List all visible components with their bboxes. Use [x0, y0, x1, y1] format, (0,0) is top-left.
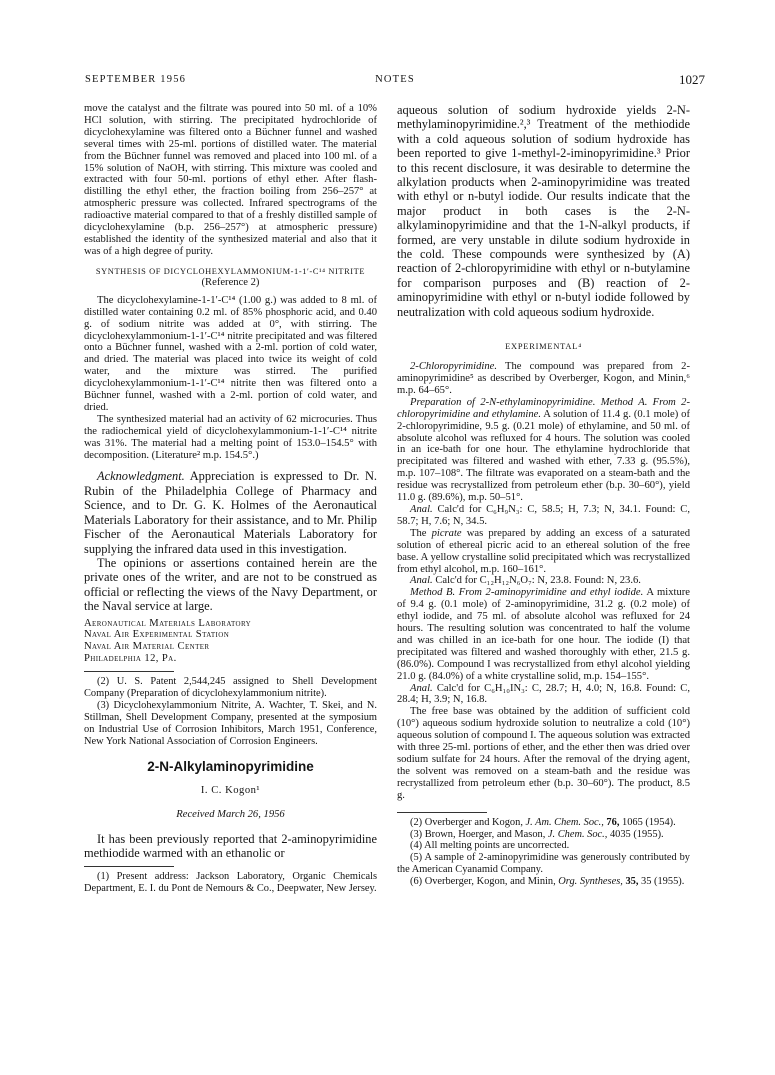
- journal-name: Org. Syntheses,: [558, 876, 623, 888]
- address-line: Naval Air Experimental Station: [84, 629, 230, 641]
- footnote-text: 1065 (1954).: [619, 816, 676, 828]
- footnote-text: (6) Overberger, Kogon, and Minin,: [410, 876, 559, 888]
- received-date: Received March 26, 1956: [176, 808, 285, 820]
- left-column: [84, 103, 377, 1033]
- analysis-text: Calc'd for C₁₂H₁₂N₆O₇: N, 23.8. Found: N, 23.6.: [432, 575, 641, 587]
- acknowledgment-label: Acknowledgment.: [97, 469, 185, 484]
- method-b-paragraph: [397, 587, 690, 682]
- picrate-text: was prepared by adding an excess of a saturated solution of ethereal picric acid to an ethereal solution of the free base. A yellow crystalline solid precipitated which was recrystallized from ethyl alcohol, m.p. 160–161°.: [397, 527, 690, 575]
- analysis-label: Anal.: [410, 503, 433, 515]
- analysis-1: [397, 504, 690, 528]
- footnote-6: [397, 876, 690, 888]
- method-a-paragraph: [397, 397, 690, 504]
- acknowledgment-text: Appreciation is expressed to Dr. N. Rubin of the Philadelphia College of Pharmacy and Science, and to Dr. G. K. Holmes of the Aeronautical Materials Laboratory for their assistance, and to Mr. Philip Fischer of the Aeronautical Materials Laboratory for supplying the infrared data used in this investigation.: [84, 469, 377, 556]
- footnote-divider: [84, 671, 174, 672]
- free-base-paragraph: The free base was obtained by the addition of sufficient cold (10°) aqueous sodium hydroxide solution to neutralize a cold (10°) aqueous solution of compound I. The aqueous solution was extracted with three 25-ml. portions of ether, and the ether then was dried over sodium sulfate for 24 hours. After the removal of the drying agent, the solvent was removed on a steam-bath and the residue was recrystallized from petroleum ether (b.p. 30–60°). The product, 8.5 g.: [397, 706, 690, 801]
- analysis-text: Calc'd for C₆H₉N₃: C, 58.5; H, 7.3; N, 34.1. Found: C, 58.7; H, 7.6; N, 34.5.: [397, 503, 690, 527]
- analysis-text: Calc'd for C₆H₁₀IN₃: C, 28.7; H, 4.0; N, 16.8. Found: C, 28.4; H, 3.9; N, 16.8.: [397, 682, 690, 706]
- footnote-4: (4) All melting points are uncorrected.: [410, 840, 570, 852]
- article-author: I. C. Kogon¹: [200, 784, 261, 796]
- acknowledgment-paragraph: [84, 469, 377, 555]
- synthesis-paragraph: The dicyclohexylamine-1-1′-C¹⁴ (1.00 g.) was added to 8 ml. of distilled water containing 0.2 ml. of 85% phosphoric acid, and 0.40 g. of sodium nitrite was added at 0°, with stirring. The dicyclohexylammonium-1-1′-C¹⁴ nitrite precipitated and was filtered onto a Büchner funnel, washed with a 2-ml. portion of cold water, and dried. The material was placed into twice its weight of cold water, and the mixture was stirred. The purified dicyclohexylammonium-1-1′-C¹⁴ nitrite then was filtered onto a Büchner funnel, washed with a 2-ml. portion of cold water, and dried.: [84, 294, 377, 413]
- intro-paragraph: It has been previously reported that 2-aminopyrimidine methiodide warmed with an ethanolic or: [84, 831, 377, 860]
- address-line: Aeronautical Materials Laboratory: [84, 617, 252, 629]
- journal-volume: 76,: [603, 816, 620, 828]
- chloropyrimidine-label: 2-Chloropyrimidine.: [410, 361, 497, 373]
- footnote-5: (5) A sample of 2-aminopyrimidine was generously contributed by the American Cyanamid Company.: [397, 852, 690, 876]
- address-line: Philadelphia 12, Pa.: [84, 653, 177, 665]
- footnote-divider: [397, 812, 487, 813]
- method-a-label: Preparation of 2-N-ethylaminopyrimidine. Method A. From 2-chloropyrimidine and ethylamine.: [397, 396, 690, 420]
- picrate-paragraph: [397, 528, 690, 576]
- footnote-text: (2) Overberger and Kogon,: [410, 816, 526, 828]
- journal-volume: 35,: [622, 876, 639, 888]
- analysis-3: [397, 683, 690, 707]
- picrate-label: picrate: [431, 527, 462, 539]
- header-date: SEPTEMBER 1956: [85, 74, 187, 85]
- affiliation-address: [84, 618, 377, 666]
- page-number: 1027: [679, 72, 705, 87]
- chloropyrimidine-text: The compound was prepared from 2-aminopyrimidine⁵ as described by Overberger, Kogon, and Minin,⁶ m.p. 64–65°.: [397, 361, 690, 396]
- footnotes-right: [397, 817, 690, 888]
- synthesis-reference: (Reference 2): [201, 276, 260, 288]
- footnote-3: (3) Dicyclohexylammonium Nitrite, A. Wachter, T. Skei, and N. Stillman, Shell Development Company, presented at the symposium on Industrial Use of Corrosion Inhibitors, March 1951, Conference, New York National Association of Corrosion Engineers.: [84, 699, 377, 747]
- intro-continued: aqueous solution of sodium hydroxide yields 2-N-methylaminopyrimidine.²,³ Treatment of the methiodide with a cold aqueous solution of sodium hydroxide has been reported to give 1-methyl-2-iminopyrimidine.³ Prior to this recent disclosure, it was desirable to determine the alkylation products when 2-aminopyrimidine was treated with ethyl or n-butyl iodide. Our results indicate that the major product in both cases is the 2-N-alkylaminopyrimidine and that the 1-N-alkyl products, if formed, are very unstable in dilute sodium hydroxide in the cold. These compounds were synthesized by (A) reaction of 2-chloropyrimidine with ethyl or n-butylamine for comparison purposes and (B) reaction of 2-aminopyrimidine with ethyl or n-butyl iodide followed by neutralization with cold aqueous sodium hydroxide.: [397, 103, 690, 319]
- article-title: 2-N-Alkylaminopyrimidine: [147, 758, 314, 774]
- footnote-text: 35 (1955).: [638, 876, 685, 888]
- method-b-text: A mixture of 9.4 g. (0.1 mole) of 2-aminopyrimidine, 31.2 g. (0.2 mole) of ethyl iodide, and 75 ml. of absolute alcohol was refluxed for 24 hours. The resulting solution was concentrated to half the volume and was chilled in an ice-bath for one hour. The iodide (I) that precipitated was filtered and washed thoroughly with ether, 21.5 g. (86.0%). Compound I was recrystallized from ethyl alcohol yielding 21.0 g. (84.0%) of a white crystalline solid, m.p. 154–155°.: [397, 587, 690, 682]
- footnote-1: (1) Present address: Jackson Laboratory, Organic Chemicals Department, E. I. du Pont de Nemours & Co., Deepwater, New Jersey.: [84, 871, 377, 895]
- picrate-pre: The: [410, 527, 432, 539]
- footnote-divider: [84, 866, 174, 867]
- running-header: [85, 74, 705, 88]
- address-line: Naval Air Material Center: [84, 641, 210, 653]
- footnote-3-right: [397, 829, 690, 841]
- continued-paragraph: move the catalyst and the filtrate was poured into 50 ml. of a 10% HCl solution, with stirring. The precipitated hydrochloride of dicyclohexylamine was filtered onto a Büchner funnel and washed several times with 25-ml. portions of distilled water. The material from the Büchner funnel was removed and placed into 100 ml. of a 15% solution of NaOH, with stirring. This mixture was cooled and extracted with four 50-ml. portions of ethyl ether. After flash-distilling the ethyl ether, the fraction boiling from 256–257° at atmospheric pressure was collected. Infrared spectrograms of the radioactive material compared to that of a freshly distilled sample of dicyclohexylamine (b.p. 256–257°) at atmospheric pressure) established the identity of the synthesized material and also that it was of a high degree of purity.: [84, 103, 377, 257]
- activity-paragraph: The synthesized material had an activity of 62 microcuries. Thus the radiochemical yield of dicyclohexylammonium-1-1′-C¹⁴ nitrite was 31%. The material had a melting point of 153.0–154.5° with decomposition. (Literature² m.p. 154.5°.): [84, 413, 377, 461]
- footnote-2-right: [397, 817, 690, 829]
- journal-name: J. Am. Chem. Soc.,: [525, 816, 604, 828]
- experimental-heading: EXPERIMENTAL⁴: [505, 342, 582, 352]
- method-b-label: Method B. From 2-aminopyrimidine and ethyl iodide.: [410, 587, 644, 599]
- analysis-label: Anal.: [410, 575, 433, 587]
- analysis-label: Anal.: [410, 682, 433, 694]
- method-a-text: A solution of 11.4 g. (0.1 mole) of 2-chloropyrimidine, 9.5 g. (0.21 mole) of ethylamine, and 50 ml. of absolute alcohol was refluxed for 4 hours. The solution was cooled in an ice-bath for one hour. The ethylamine hydrochloride that precipitated was filtered and washed with ether, 7.33 g. (95.5%), m.p. 107–108°. The filtrate was evaporated on a steam-bath and the residue was recrystallized from petroleum ether (b.p. 30–60°), yield 11.0 g. (89.6%), m.p. 50–51°.: [397, 408, 690, 504]
- chloropyrimidine-paragraph: [397, 361, 690, 397]
- synthesis-heading: SYNTHESIS OF DICYCLOHEXYLAMMONIUM-1-1′-C¹⁴ NITRITE: [95, 266, 366, 276]
- journal-name: J. Chem. Soc.,: [547, 828, 608, 840]
- right-column: [397, 103, 690, 1033]
- footnote-text: (3) Brown, Hoerger, and Mason,: [410, 828, 548, 840]
- footnote-text: 4035 (1955).: [607, 828, 664, 840]
- analysis-2: [397, 575, 690, 587]
- opinions-paragraph: The opinions or assertions contained herein are the private ones of the writer, and are not to be construed as official or reflecting the views of the Navy Department, or the Naval service at large.: [84, 555, 377, 614]
- footnote-2: (2) U. S. Patent 2,544,245 assigned to Shell Development Company (Preparation of dicyclohexylammonium nitrite).: [84, 676, 377, 700]
- header-section: NOTES: [375, 74, 415, 85]
